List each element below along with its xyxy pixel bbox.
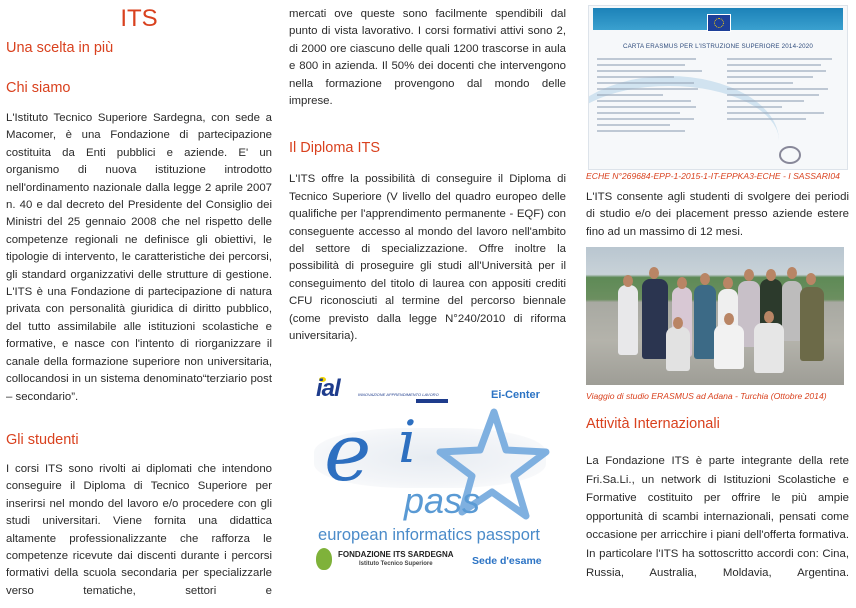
certificate-caption: ECHE N°269684-EPP-1-2015-1-IT-EPPKA3-ECHE - I SASSARI04 [586,171,840,181]
heading-diploma: Il Diploma ITS [289,140,381,157]
studenti-text-continued: mercati ove queste sono facilmente spendibili dal punto di vista lavorativo. I corsi formativi attivi sono 2, di 2000 ore ciascuno delle quali 1200 trascorse in aula e 800 in azienda. Il 50% dei docenti che intervengono nella formazione provengono dal mondo delle imprese. [289,8,566,108]
internazionali-text: La Fondazione ITS è parte integrante della rete Fri.Sa.Li., un network di Istituzioni Scolastiche e Formative costituito per offrire le più ampie opportunità di scambi internazionali, pensati come occasione per arricchire i piani dell'offerta formativa. In particolare l'ITS ha sottoscritto accordi con: Cina, Russia, Australia, Moldavia, Argentina. [586,455,849,579]
column-left [6,0,272,600]
fondazione-subtitle: Istituto Tecnico Superiore [359,561,433,567]
eipass-logo [306,376,552,576]
ial-logo: ial [316,375,340,402]
sede-esame-label: Sede d'esame [472,555,542,567]
heading-chi-siamo: Chi siamo [6,80,71,96]
diploma-text: L'ITS offre la possibilità di conseguire il Diploma di Tecnico Superiore (V livello del quadro europeo delle qualifiche per l'apprendimento permanente - EQF) con conseguente accesso al mondo del lavoro nell'ambito del settore di specializzazione. Offre inoltre la possibilità di proseguire gli studi all'Università per il conseguimento del titolo di laurea con appositi crediti CFU riconosciuti al termine del percorso biennale (come previsto dalla legge N°240/2010 di riforma universitaria). [289,173,566,343]
heading-attivita-internazionali: Attività Internazionali [586,416,720,432]
ei-center-label: Ei-Center [491,389,540,401]
eipass-i: i [398,408,417,476]
column-right-lower [586,0,849,582]
subtitle: Una scelta in più [6,40,114,56]
brochure-title: ITS [120,5,158,32]
eipass-pass: pass [404,480,481,521]
ial-subtitle: INNOVAZIONE APPRENDIMENTO LAVORO [358,392,439,397]
ial-bar [416,399,448,403]
erasmus-text: L'ITS consente agli studenti di svolgere dei periodi di studio e/o dei placement presso aziende estere fino ad un massimo di 12 mesi. [586,191,849,238]
certificate-title: CARTA ERASMUS PER L'ISTRUZIONE SUPERIORE 2014-2020 [622,43,814,50]
eipass-e: e [324,406,372,499]
heading-gli-studenti: Gli studenti [6,431,79,448]
chi-siamo-text: L'Istituto Tecnico Superiore Sardegna, con sede a Macomer, è una Fondazione di partecipazione costituita da Enti pubblici e aziende. E' un organismo di nuova istituzione introdotto nell'ordinamento nazionale dalla legge 2 aprile 2007 n. 40 e dal decreto del Presidente del Consiglio dei Ministri del 25 gennaio 2008 che nel rispetto delle competenze regionali ne definisce gli obiettivi, le tipologie di intervento, le caratteristiche dei percorsi, gli standard organizzativi delle strutture di gestione. L'ITS è una Fondazione di partecipazione di natura privata con personalità giuridica di diritto pubblico, del tutto assimilabile alle istituzioni scolastiche e formative, e nasce con l'intento di riorganizzare il canale della formazione superiore non universitaria, collocandosi in un sistema denominato“terziario post – secondario”. [6,112,272,403]
eipass-tagline: european informatics passport [318,526,540,544]
fondazione-name: FONDAZIONE ITS SARDEGNA [338,550,454,559]
column-middle [289,0,566,346]
photo-caption: Viaggio di studio ERASMUS ad Adana - Turchia (Ottobre 2014) [586,391,827,401]
leaf-icon [316,548,332,570]
studenti-text: I corsi ITS sono rivolti ai diplomati che intendono conseguire il Diploma di Tecnico Superiore per inserirsi nel mondo del lavoro e/o procedere con gli studi universitari. Viene fornita una didattica altamente professionalizzante che rafforza le competenze ricevute dai discenti durante i percorsi formativi della scuola secondaria per specializzarle verso tematiche, settori e [6,462,272,597]
